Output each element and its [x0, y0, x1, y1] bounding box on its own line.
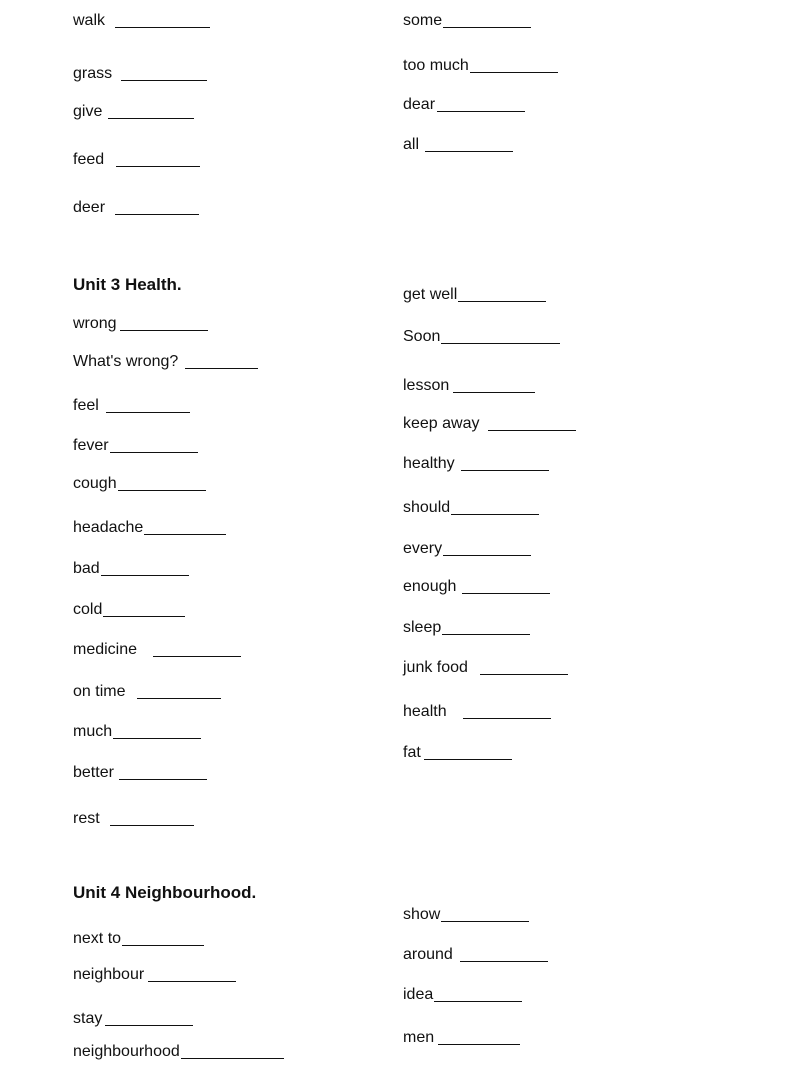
vocab-word: medicine	[73, 641, 138, 658]
vocab-word: all	[403, 136, 420, 153]
answer-blank[interactable]	[119, 778, 207, 780]
vocab-entry-keep-away	[403, 415, 576, 433]
vocab-entry-neighbour	[73, 966, 236, 984]
vocab-entry-all	[403, 136, 513, 154]
vocab-word: wrong	[73, 315, 117, 332]
vocab-entry-cold	[73, 601, 185, 619]
answer-blank[interactable]	[106, 411, 190, 413]
vocab-entry-deer	[73, 199, 199, 217]
vocab-entry-healthy	[403, 455, 549, 473]
vocab-entry-around	[403, 946, 548, 964]
answer-blank[interactable]	[185, 367, 258, 369]
answer-blank[interactable]	[425, 150, 513, 152]
vocab-entry-idea	[403, 986, 522, 1004]
vocab-entry-give	[73, 103, 194, 121]
vocab-word: some	[403, 12, 443, 29]
vocab-word: sleep	[403, 619, 442, 636]
vocab-word: men	[403, 1029, 435, 1046]
vocab-word: feel	[73, 397, 99, 414]
vocab-entry-grass	[73, 65, 207, 83]
answer-blank[interactable]	[116, 165, 200, 167]
vocab-entry-dear	[403, 96, 525, 114]
vocab-word: around	[403, 946, 453, 963]
vocab-entry-should	[403, 499, 539, 517]
vocab-word: health	[403, 703, 447, 720]
vocab-entry-whats-wrong	[73, 353, 258, 371]
vocab-word: Soon	[403, 328, 441, 345]
vocab-word: fever	[73, 437, 109, 454]
answer-blank[interactable]	[122, 944, 204, 946]
vocab-entry-on-time	[73, 683, 221, 701]
answer-blank[interactable]	[148, 980, 236, 982]
answer-blank[interactable]	[424, 758, 512, 760]
answer-blank[interactable]	[451, 513, 539, 515]
vocab-entry-feed	[73, 151, 200, 169]
vocab-entry-rest	[73, 810, 194, 828]
answer-blank[interactable]	[443, 26, 531, 28]
vocab-word: every	[403, 540, 443, 557]
vocab-entry-headache	[73, 519, 226, 537]
vocab-entry-neighbourhood	[73, 1043, 284, 1061]
answer-blank[interactable]	[110, 451, 198, 453]
answer-blank[interactable]	[441, 342, 560, 344]
answer-blank[interactable]	[120, 329, 208, 331]
vocab-entry-health	[403, 703, 551, 721]
vocab-word: dear	[403, 96, 436, 113]
section-heading-unit-4: Unit 4 Neighbourhood.	[73, 883, 257, 902]
vocab-word: neighbourhood	[73, 1043, 180, 1060]
vocab-entry-walk	[73, 12, 210, 30]
answer-blank[interactable]	[118, 489, 206, 491]
answer-blank[interactable]	[144, 533, 226, 535]
answer-blank[interactable]	[108, 117, 194, 119]
answer-blank[interactable]	[453, 391, 535, 393]
vocab-word: headache	[73, 519, 144, 536]
vocab-word: enough	[403, 578, 457, 595]
vocab-word: junk food	[403, 659, 468, 676]
answer-blank[interactable]	[434, 1000, 522, 1002]
vocab-entry-show	[403, 906, 529, 924]
vocab-word: rest	[73, 810, 100, 827]
vocab-word: healthy	[403, 455, 455, 472]
answer-blank[interactable]	[103, 615, 185, 617]
answer-blank[interactable]	[110, 824, 194, 826]
vocab-entry-lesson	[403, 377, 535, 395]
vocab-word: walk	[73, 12, 106, 29]
answer-blank[interactable]	[115, 213, 199, 215]
vocab-word: on time	[73, 683, 126, 700]
answer-blank[interactable]	[101, 574, 189, 576]
vocab-entry-stay	[73, 1010, 193, 1028]
vocab-word: get well	[403, 286, 458, 303]
answer-blank[interactable]	[121, 79, 207, 81]
answer-blank[interactable]	[461, 469, 549, 471]
answer-blank[interactable]	[443, 554, 531, 556]
answer-blank[interactable]	[437, 110, 525, 112]
vocab-entry-next-to	[73, 930, 204, 948]
vocab-word: fat	[403, 744, 421, 761]
answer-blank[interactable]	[441, 920, 529, 922]
vocab-entry-soon	[403, 328, 560, 346]
answer-blank[interactable]	[488, 429, 576, 431]
answer-blank[interactable]	[137, 697, 221, 699]
vocab-word: bad	[73, 560, 100, 577]
vocab-word: should	[403, 499, 451, 516]
vocab-word: better	[73, 764, 114, 781]
vocab-entry-enough	[403, 578, 550, 596]
vocab-entry-every	[403, 540, 531, 558]
vocab-entry-bad	[73, 560, 189, 578]
vocab-entry-fat	[403, 744, 512, 762]
vocab-word: much	[73, 723, 113, 740]
vocab-entry-much	[73, 723, 201, 741]
vocab-entry-some	[403, 12, 531, 30]
answer-blank[interactable]	[153, 655, 241, 657]
vocab-entry-medicine	[73, 641, 241, 659]
answer-blank[interactable]	[460, 960, 548, 962]
answer-blank[interactable]	[105, 1024, 193, 1026]
vocab-entry-fever	[73, 437, 198, 455]
vocab-word: neighbour	[73, 966, 145, 983]
vocab-entry-get-well	[403, 286, 546, 304]
vocab-entry-men	[403, 1029, 520, 1047]
answer-blank[interactable]	[463, 717, 551, 719]
vocab-entry-wrong	[73, 315, 208, 333]
vocab-word: feed	[73, 151, 105, 168]
answer-blank[interactable]	[480, 673, 568, 675]
answer-blank[interactable]	[438, 1043, 520, 1045]
vocab-word: What's wrong?	[73, 353, 179, 370]
vocab-entry-better	[73, 764, 207, 782]
vocab-word: grass	[73, 65, 113, 82]
vocab-entry-junk-food	[403, 659, 568, 677]
vocab-word: give	[73, 103, 103, 120]
answer-blank[interactable]	[442, 633, 530, 635]
vocab-word: cold	[73, 601, 103, 618]
vocab-word: idea	[403, 986, 434, 1003]
vocab-word: lesson	[403, 377, 450, 394]
section-heading-unit-3: Unit 3 Health.	[73, 275, 182, 294]
answer-blank[interactable]	[470, 71, 558, 73]
answer-blank[interactable]	[458, 300, 546, 302]
answer-blank[interactable]	[113, 737, 201, 739]
answer-blank[interactable]	[462, 592, 550, 594]
vocab-entry-feel	[73, 397, 190, 415]
vocab-word: show	[403, 906, 441, 923]
vocab-word: stay	[73, 1010, 103, 1027]
vocab-word: deer	[73, 199, 106, 216]
vocab-word: next to	[73, 930, 122, 947]
vocab-entry-sleep	[403, 619, 530, 637]
vocab-entry-cough	[73, 475, 206, 493]
vocab-word: keep away	[403, 415, 480, 432]
answer-blank[interactable]	[115, 26, 210, 28]
vocab-entry-too-much	[403, 57, 558, 75]
vocab-word: too much	[403, 57, 469, 74]
answer-blank[interactable]	[181, 1057, 284, 1059]
vocab-word: cough	[73, 475, 117, 492]
